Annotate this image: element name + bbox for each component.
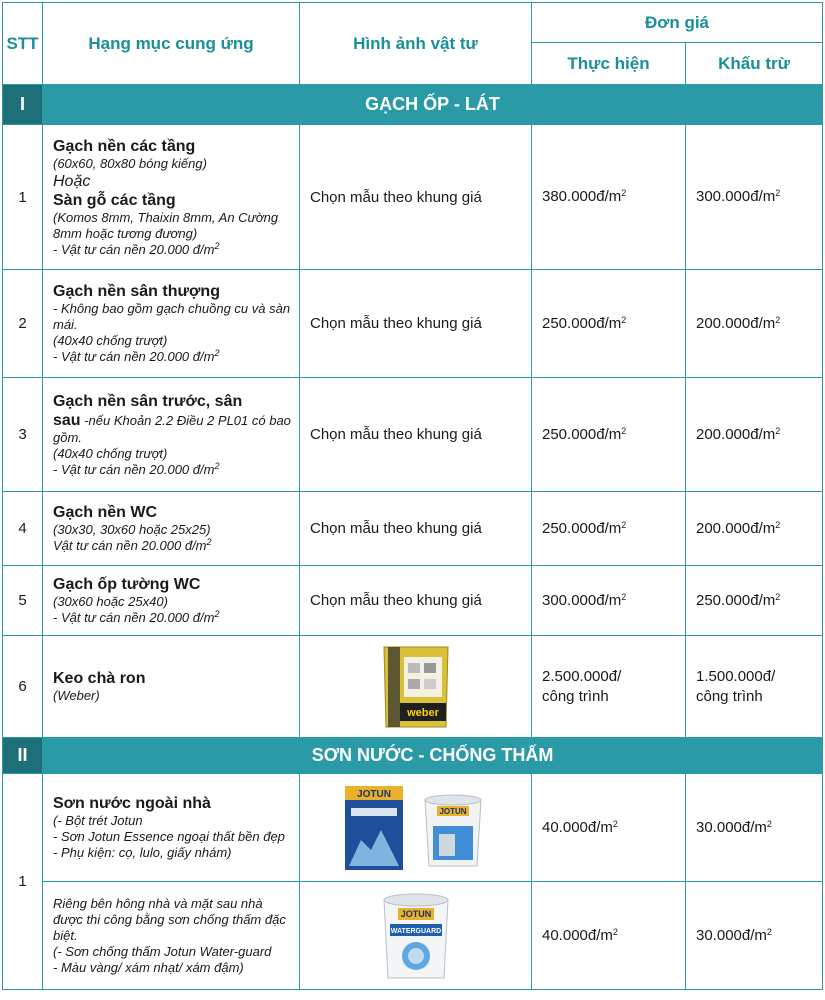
item-note: Vật tư cán nền 20.000 $đ/m^2$ [53, 537, 212, 553]
price-deduct [686, 636, 823, 738]
price-deduct: $30.000đ/m^2$ [686, 774, 823, 882]
item-title: Gạch nền sân thượng [53, 283, 220, 300]
header-stt: STT [3, 3, 43, 85]
item-note: (30x30, 30x60 hoặc 25x25) [53, 522, 211, 537]
row-item [43, 882, 300, 990]
price-table [2, 2, 823, 990]
item-note: (- Sơn chống thấm Jotun Water-guard [53, 943, 272, 959]
table-row [3, 636, 823, 738]
svg-text:JOTUN: JOTUN [400, 908, 431, 919]
price-perform: $250.000đ/m^2$ [532, 492, 686, 566]
item-note: - Sơn Jotun Essence ngoại thất bền đẹp [53, 829, 285, 844]
table-row [3, 774, 823, 882]
price-line: công trình [542, 687, 609, 705]
item-note: (40x40 chống trượt) [53, 445, 168, 461]
item-note: - Vật tư cán nền 20.000 $đ/m^2$ [53, 609, 220, 625]
price-line: 2.500.000đ/ [542, 667, 622, 685]
item-title: Gạch ốp tường WC [53, 576, 201, 593]
item-title: Gạch nền các tầng [53, 137, 196, 155]
row-stt: 1 [3, 125, 43, 270]
item-note: -nếu Khoản 2.2 Điều 2 PL01 có bao gồm. [53, 412, 291, 445]
item-note: - Không bao gồm gạch chuồng cu và sàn mái. [53, 301, 291, 332]
price-deduct: $30.000đ/m^2$ [686, 882, 823, 990]
jotun-waterguard-bucket-icon [376, 888, 456, 984]
image-cell [300, 636, 532, 738]
table-row [3, 125, 823, 270]
item-note: - Vật tư cán nền 20.000 $đ/m^2$ [53, 240, 220, 257]
row-item [43, 270, 300, 378]
row-stt: 2 [3, 270, 43, 378]
section-number: II [3, 738, 43, 774]
header-item: Hạng mục cung ứng [43, 3, 300, 85]
image-cell: Chọn mẫu theo khung giá [300, 125, 532, 270]
price-perform: $250.000đ/m^2$ [532, 270, 686, 378]
header-perform: Thực hiện [532, 43, 686, 85]
price-deduct: $300.000đ/m^2$ [686, 125, 823, 270]
section-row [3, 738, 823, 774]
table-row [3, 378, 823, 492]
row-item [43, 125, 300, 270]
item-note: Riêng bên hông nhà và mặt sau nhà được thi công bằng sơn chống thấm đặc biệt. [53, 895, 286, 943]
price-deduct: $200.000đ/m^2$ [686, 270, 823, 378]
row-item [43, 636, 300, 738]
item-title: Sơn nước ngoài nhà [53, 795, 211, 812]
item-note: (- Bột trét Jotun [53, 813, 143, 828]
price-perform: $40.000đ/m^2$ [532, 774, 686, 882]
price-line: công trình [696, 687, 763, 705]
item-note: (30x60 hoặc 25x40) [53, 594, 168, 609]
price-perform [532, 636, 686, 738]
table-row [3, 270, 823, 378]
row-item [43, 566, 300, 636]
image-cell: Chọn mẫu theo khung giá [300, 566, 532, 636]
row-stt: 6 [3, 636, 43, 738]
item-note: (Komos 8mm, Thaixin 8mm, An Cường 8mm hoặc tương đương) [53, 209, 279, 241]
weber-grout-bag-icon [380, 643, 452, 731]
price-perform: $40.000đ/m^2$ [532, 882, 686, 990]
item-note: (40x40 chống trượt) [53, 333, 168, 348]
item-title-cont: sau [53, 411, 81, 429]
image-cell [300, 774, 532, 882]
image-cell: Chọn mẫu theo khung giá [300, 492, 532, 566]
row-stt: 4 [3, 492, 43, 566]
item-note: - Vật tư cán nền 20.000 $đ/m^2$ [53, 460, 220, 477]
table-row [3, 566, 823, 636]
header-price: Đơn giá [532, 3, 823, 43]
price-line: 1.500.000đ/ [696, 667, 776, 685]
header-deduct: Khấu trừ [686, 43, 823, 85]
section-title: GẠCH ỐP - LÁT [43, 85, 823, 125]
section-number: I [3, 85, 43, 125]
item-note: (60x60, 80x80 bóng kiếng) [53, 155, 207, 171]
item-note: - Vật tư cán nền 20.000 $đ/m^2$ [53, 348, 220, 364]
jotun-paint-products-icon [341, 780, 491, 876]
item-note: - Phụ kiện: cọ, lulo, giấy nhám) [53, 845, 232, 860]
header-image: Hình ảnh vật tư [300, 3, 532, 85]
item-note: (Weber) [53, 688, 100, 703]
price-perform: $380.000đ/m^2$ [532, 125, 686, 270]
price-perform: $300.000đ/m^2$ [532, 566, 686, 636]
row-item [43, 774, 300, 882]
item-title: Gạch nền sân trước, sân [53, 392, 243, 410]
row-item [43, 492, 300, 566]
item-title-alt: Sàn gỗ các tầng [53, 191, 176, 209]
section-title: SƠN NƯỚC - CHỐNG THẤM [43, 738, 823, 774]
price-perform: $250.000đ/m^2$ [532, 378, 686, 492]
price-deduct: $250.000đ/m^2$ [686, 566, 823, 636]
item-note: - Màu vàng/ xám nhạt/ xám đậm) [53, 959, 244, 975]
table-row [3, 882, 823, 990]
svg-text:weber: weber [406, 706, 439, 719]
row-item [43, 378, 300, 492]
svg-text:JOTUN: JOTUN [438, 806, 467, 816]
svg-text:JOTUN: JOTUN [356, 788, 391, 800]
svg-text:WATERGUARD: WATERGUARD [390, 927, 441, 935]
image-cell: Chọn mẫu theo khung giá [300, 378, 532, 492]
item-title: Gạch nền WC [53, 504, 158, 521]
item-or: Hoặc [53, 172, 91, 190]
image-cell [300, 882, 532, 990]
table-row [3, 492, 823, 566]
row-stt: 3 [3, 378, 43, 492]
row-stt: 5 [3, 566, 43, 636]
section-row [3, 85, 823, 125]
image-cell: Chọn mẫu theo khung giá [300, 270, 532, 378]
row-stt: 1 [3, 774, 43, 990]
price-deduct: $200.000đ/m^2$ [686, 492, 823, 566]
item-title: Keo chà ron [53, 670, 146, 687]
price-deduct: $200.000đ/m^2$ [686, 378, 823, 492]
